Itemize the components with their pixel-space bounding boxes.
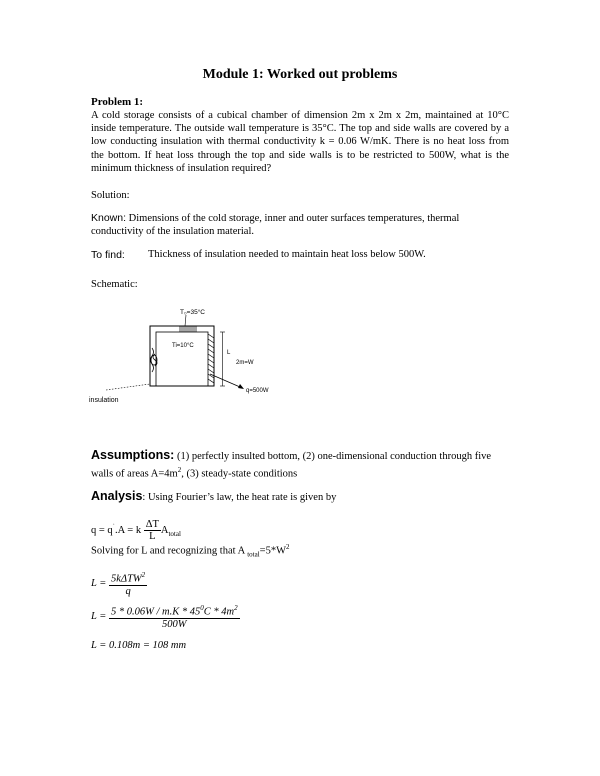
heat-rate-label: q=500W: [246, 388, 269, 394]
eq1-lhs: L =: [91, 578, 107, 590]
insulation-outer-wall: [150, 326, 214, 386]
fourier-equation: [91, 519, 181, 542]
heat-flow-arrowhead: [238, 384, 244, 389]
to-find-section: [91, 249, 426, 261]
chamber-inner-wall: [156, 332, 208, 386]
eq-a-total: A: [160, 524, 169, 536]
eq2-lhs: L =: [91, 611, 107, 623]
eq-q-mid: .A = k: [115, 524, 142, 536]
outer-temp-label: T₀=35°C: [180, 309, 205, 316]
insulation-pointer: [106, 384, 150, 390]
solve-sup: 2: [286, 543, 290, 551]
analysis-section: [91, 489, 336, 503]
eq-total-sub: total: [168, 530, 181, 538]
eq-q-dot: ˙: [112, 522, 116, 531]
insulation-label: insulation: [89, 397, 119, 404]
known-section: [91, 212, 511, 238]
eq-delta-t: ΔT: [145, 519, 159, 530]
eq-q-lhs: q = q: [91, 524, 113, 536]
analysis-label: Analysis: [91, 489, 143, 503]
eq1-fraction: [109, 571, 147, 597]
eq1-num-sup: 2: [141, 571, 146, 579]
area-exponent: 2: [177, 465, 182, 474]
solve-tail: =5*W: [259, 545, 287, 557]
width-label: 2m=W: [236, 360, 254, 366]
eq2-fraction: [109, 604, 240, 630]
eq2-num-sup: 0: [200, 604, 204, 612]
known-text: Dimensions of the cold storage, inner and outer surfaces temperatures, thermal conductivity of the insulation material.: [91, 213, 460, 237]
equation-l-result: L = 0.108m = 108 mm: [91, 640, 187, 651]
solve-text: [91, 543, 290, 559]
top-insulation-hatch: [180, 326, 196, 332]
solve-text-main: Solving for L and recognizing that A: [91, 545, 245, 557]
assumptions-section: [91, 449, 511, 481]
eq1-numerator: 5kΔTW: [111, 573, 142, 585]
to-find-label: To find:: [91, 249, 125, 261]
solution-label: Solution:: [91, 190, 130, 201]
analysis-text: : Using Fourier’s law, the heat rate is given by: [142, 492, 337, 503]
outer-temp-pointer: [185, 315, 186, 326]
assumptions-text-a: (1) perfectly insulted bottom, (2) one-dimensional conduction through five walls of areas A=4m: [91, 451, 492, 479]
assumptions-text-b: , (3) steady-state conditions: [181, 468, 298, 479]
eq2-num-tail-sup: 2: [234, 604, 238, 612]
schematic-label: Schematic:: [91, 279, 138, 290]
problem-label: Problem 1:: [91, 96, 144, 108]
eq2-num-tail: C * 4m: [203, 606, 235, 618]
equation-l-numeric: [91, 604, 240, 630]
inner-temp-label: Ti=10°C: [172, 343, 194, 349]
eq2-denominator: 500W: [162, 618, 187, 630]
eq-l-denominator: L: [149, 531, 156, 542]
problem-statement: A cold storage consists of a cubical chamber of dimension 2m x 2m x 2m, maintained at 10°C inside temperature. The outside wall temperature is 35°C. The top and side walls are covered by a low conducting insulation with thermal conductivity k = 0.06 W/mK. There is no heat loss from the bottom. If heat loss through the top and side walls is to be restricted to 500W, what is the minimum thickness of insulation required?: [91, 110, 509, 174]
schematic-diagram: [88, 304, 298, 404]
eq1-denominator: q: [125, 585, 131, 597]
equation-l-symbolic: [91, 571, 147, 597]
to-find-text: Thickness of insulation needed to maintain heat loss below 500W.: [148, 249, 426, 260]
known-label: Known:: [91, 212, 127, 224]
page-title: Module 1: Worked out problems: [202, 67, 398, 82]
assumptions-label: Assumptions:: [91, 448, 175, 462]
dimension-l-label: L: [227, 350, 231, 356]
eq-fraction-dt-l: [144, 519, 161, 542]
solve-total-sub: total: [247, 550, 260, 559]
eq2-numerator: 5 * 0.06W / m.K * 45: [111, 606, 201, 618]
